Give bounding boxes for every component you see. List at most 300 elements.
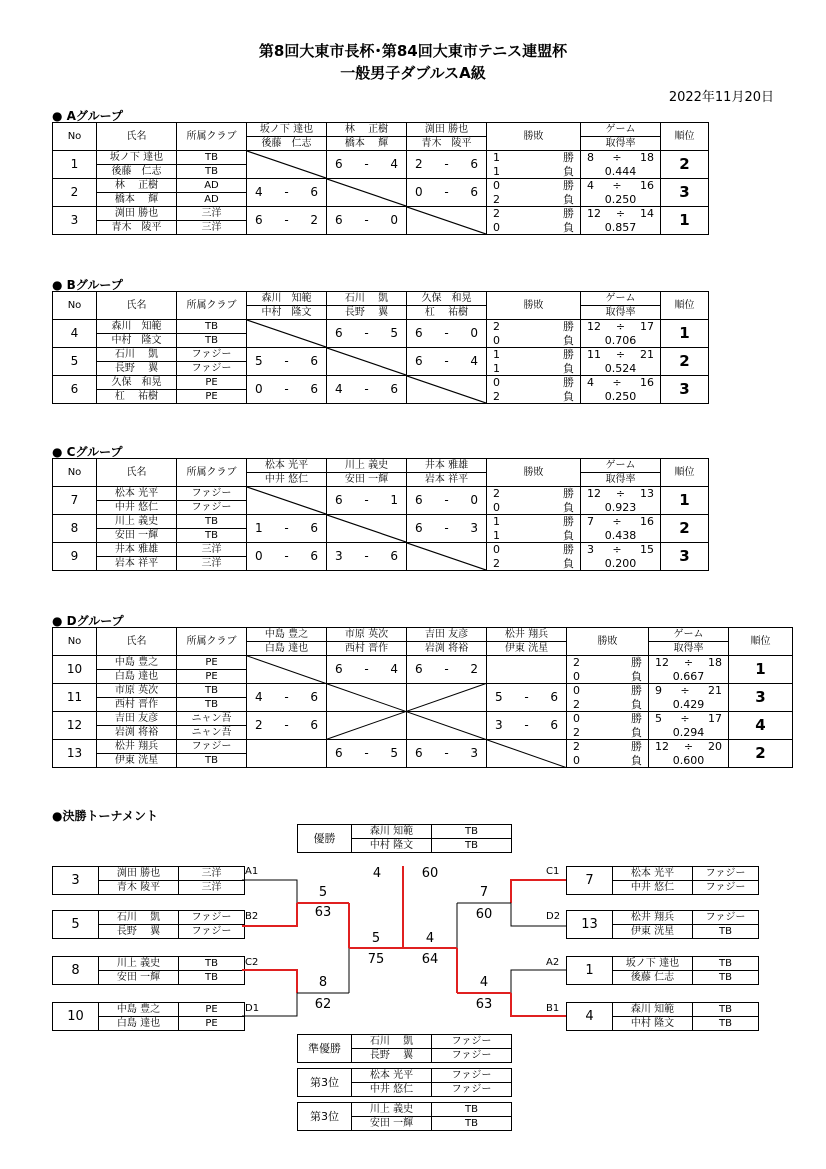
lose-label: 負 [631,725,642,739]
player-name: 石川 凱 [99,911,179,925]
lose-label: 負 [563,556,574,570]
player-club: TB [693,1017,759,1031]
games-total: 20 [708,740,722,754]
game-rate: 0.294 [649,726,729,740]
player-club: TB [177,515,247,529]
wins: 0 [573,712,580,726]
game-rate: 0.923 [581,501,661,515]
header-opponent: 森川 知範 [247,292,327,306]
win-label: 勝 [563,487,574,501]
wins: 0 [573,684,580,698]
lose-label: 負 [563,220,574,234]
player-club: TB [177,165,247,179]
win-label: 勝 [563,376,574,390]
header-name: 氏名 [97,628,177,656]
header-opponent: 久保 和晃 [407,292,487,306]
score-against: 6 [390,382,398,396]
games-won: 12 [587,487,601,501]
games-won: 5 [655,712,662,726]
player-name: 杠 祐樹 [97,390,177,404]
header-opponent: 松本 光平 [247,459,327,473]
score-against: 0 [390,213,398,227]
score-dash: - [364,549,369,563]
player-name: 白島 達也 [97,670,177,684]
header-opponent: 松井 翔兵 [487,628,567,642]
seed-no: 4 [567,1003,613,1031]
player-club: ファジー [432,1035,512,1049]
div-sign: ÷ [683,740,694,754]
player-name: 中井 悠仁 [613,881,693,895]
team-no: 6 [53,376,97,404]
game-rate: 0.444 [581,165,661,179]
score-against: 6 [390,549,398,563]
score-against: 1 [390,493,398,507]
header-game: ゲーム [581,292,661,306]
win-label: 勝 [631,656,642,670]
player-club: 三洋 [179,881,245,895]
match-score: 63 [475,997,493,1012]
games-total: 15 [640,543,654,557]
score-for: 6 [335,493,343,507]
div-sign: ÷ [612,151,622,165]
score-against: 6 [310,690,318,704]
header-rate: 取得率 [581,137,661,151]
games-won: 9 [655,684,662,698]
score-against: 5 [390,746,398,760]
win-label: 勝 [631,740,642,754]
result-label: 第3位 [298,1069,352,1097]
player-name: 松本 光平 [97,487,177,501]
player-name: 中島 豊之 [99,1003,179,1017]
player-club: TB [177,698,247,712]
games-total: 21 [640,348,654,362]
player-club: AD [177,179,247,193]
header-opponent: 井本 雅雄 [407,459,487,473]
player-name: 中井 悠仁 [352,1083,432,1097]
wins: 1 [493,348,500,362]
score-for: 6 [335,157,343,171]
draw-position-label: B1 [546,1003,560,1014]
team-rank: 1 [661,487,709,515]
header-opponent: 西村 晋作 [327,642,407,656]
games-total: 21 [708,684,722,698]
score-against: 6 [550,718,558,732]
player-club: PE [177,656,247,670]
wins: 1 [493,151,500,165]
player-club: TB [177,529,247,543]
draw-position-label: A2 [546,957,560,968]
player-club: TB [693,971,759,985]
header-opponent: 市原 英次 [327,628,407,642]
header-name: 氏名 [97,292,177,320]
header-opponent: 渕田 勝也 [407,123,487,137]
player-name: 橋本 輝 [97,193,177,207]
lose-label: 負 [631,669,642,683]
player-club: ファジー [179,925,245,939]
lose-label: 負 [563,192,574,206]
seed-no: 3 [53,867,99,895]
seed-no: 8 [53,957,99,985]
team-rank: 4 [729,712,793,740]
score-against: 6 [470,157,478,171]
draw-position-label: C2 [245,957,259,968]
header-rank: 順位 [661,459,709,487]
player-club: ファジー [179,911,245,925]
header-opponent: 中島 豊之 [247,628,327,642]
page-subtitle: 一般男子ダブルスA級 [340,64,486,82]
player-name: 森川 知範 [97,320,177,334]
player-club: TB [693,957,759,971]
wins: 2 [573,656,580,670]
lose-label: 負 [563,528,574,542]
team-no: 5 [53,348,97,376]
score-against: 6 [310,354,318,368]
header-rate: 取得率 [581,306,661,320]
header-club: 所属クラブ [177,628,247,656]
score-for: 6 [415,662,423,676]
win-label: 勝 [563,151,574,165]
game-rate: 0.600 [649,754,729,768]
player-name: 森川 知範 [352,825,432,839]
win-label: 勝 [563,179,574,193]
player-name: 長野 翼 [97,362,177,376]
player-name: 西村 晋作 [97,698,177,712]
seed-no: 7 [567,867,613,895]
header-opponent: 長野 翼 [327,306,407,320]
lose-label: 負 [563,164,574,178]
header-opponent: 杠 祐樹 [407,306,487,320]
group-title: ● Aグループ [52,109,123,123]
player-name: 安田 一輝 [352,1117,432,1131]
score-dash: - [364,662,369,676]
score-dash: - [284,690,289,704]
match-score: 60 [421,866,439,881]
div-sign: ÷ [612,543,622,557]
header-game: ゲーム [581,459,661,473]
header-opponent: 安田 一輝 [327,473,407,487]
tournament-title: ●決勝トーナメント [52,809,158,823]
draw-position-label: C1 [546,866,560,877]
player-name: 松井 翔兵 [97,740,177,754]
group-title: ● Bグループ [52,278,123,292]
header-name: 氏名 [97,123,177,151]
team-no: 7 [53,487,97,515]
score-for: 0 [255,549,263,563]
match-score: 63 [314,905,332,920]
player-club: PE [177,376,247,390]
team-rank: 2 [729,740,793,768]
player-club: TB [177,684,247,698]
player-name: 松本 光平 [613,867,693,881]
team-no: 4 [53,320,97,348]
header-opponent: 坂ノ下 達也 [247,123,327,137]
header-opponent: 岩渕 将裕 [407,642,487,656]
header-game: ゲーム [581,123,661,137]
win-label: 勝 [563,207,574,221]
player-name: 川上 義史 [352,1103,432,1117]
player-name: 林 正樹 [97,179,177,193]
score-dash: - [364,493,369,507]
header-wl: 勝敗 [487,292,581,320]
game-rate: 0.524 [581,362,661,376]
page-title: 第8回大東市長杯･第84回大東市テニス連盟杯 [258,42,568,60]
game-rate: 0.429 [649,698,729,712]
player-club: 三洋 [177,543,247,557]
player-name: 岩渕 将裕 [97,726,177,740]
games-total: 17 [708,712,722,726]
player-name: 中井 悠仁 [97,501,177,515]
match-score: 8 [318,975,328,990]
draw-position-label: A1 [245,866,259,877]
player-club: TB [177,151,247,165]
wins: 2 [493,487,500,501]
player-name: 長野 翼 [99,925,179,939]
match-score: 75 [367,952,385,967]
header-opponent: 橋本 輝 [327,137,407,151]
game-rate: 0.857 [581,221,661,235]
losses: 2 [573,725,580,739]
game-rate: 0.438 [581,529,661,543]
games-won: 12 [655,656,669,670]
score-against: 4 [390,157,398,171]
player-name: 岩本 祥平 [97,557,177,571]
player-club: ファジー [693,867,759,881]
score-against: 5 [390,326,398,340]
team-rank: 3 [661,179,709,207]
win-label: 勝 [563,515,574,529]
player-club: ファジー [177,487,247,501]
score-against: 3 [470,521,478,535]
seed-no: 5 [53,911,99,939]
score-for: 4 [255,185,263,199]
score-for: 0 [415,185,423,199]
lose-label: 負 [563,333,574,347]
player-club: 三洋 [177,557,247,571]
event-date: 2022年11月20日 [668,90,774,105]
header-rate: 取得率 [581,473,661,487]
player-name: 坂ノ下 達也 [97,151,177,165]
player-club: ニャン吾 [177,726,247,740]
player-name: 安田 一輝 [99,971,179,985]
player-club: TB [693,1003,759,1017]
score-for: 6 [415,326,423,340]
player-club: TB [432,825,512,839]
player-club: ファジー [432,1049,512,1063]
player-club: TB [179,957,245,971]
score-against: 6 [470,185,478,199]
games-total: 14 [640,207,654,221]
team-no: 10 [53,656,97,684]
score-dash: - [524,690,529,704]
player-name: 後藤 仁志 [97,165,177,179]
score-dash: - [364,157,369,171]
losses: 1 [493,164,500,178]
draw-position-label: D1 [245,1003,260,1014]
group-title: ● Dグループ [52,614,124,628]
header-club: 所属クラブ [177,292,247,320]
losses: 1 [493,361,500,375]
result-label: 優勝 [298,825,352,853]
games-total: 17 [640,320,654,334]
draw-position-label: B2 [245,911,259,922]
player-club: 三洋 [177,207,247,221]
player-name: 青木 陵平 [97,221,177,235]
score-for: 6 [415,746,423,760]
score-dash: - [444,493,449,507]
player-name: 中村 隆文 [97,334,177,348]
player-club: ファジー [177,362,247,376]
header-opponent: 林 正樹 [327,123,407,137]
score-against: 0 [470,493,478,507]
score-for: 4 [255,690,263,704]
player-club: TB [179,971,245,985]
player-name: 吉田 友彦 [97,712,177,726]
player-club: TB [432,839,512,853]
team-no: 12 [53,712,97,740]
header-opponent: 後藤 仁志 [247,137,327,151]
diagonal-line [246,656,326,684]
div-sign: ÷ [683,656,694,670]
player-name: 井本 雅雄 [97,543,177,557]
lose-label: 負 [631,753,642,767]
score-for: 2 [255,718,263,732]
games-total: 13 [640,487,654,501]
player-name: 安田 一輝 [97,529,177,543]
seed-no: 13 [567,911,613,939]
header-rank: 順位 [729,628,793,656]
score-dash: - [284,549,289,563]
header-wl: 勝敗 [567,628,649,656]
match-score: 4 [479,975,489,990]
group-title: ● Cグループ [52,445,123,459]
score-for: 6 [415,521,423,535]
match-score: 64 [421,952,439,967]
div-sign: ÷ [615,207,626,221]
score-dash: - [364,746,369,760]
score-for: 3 [495,718,503,732]
score-against: 2 [310,213,318,227]
score-for: 6 [415,354,423,368]
score-against: 4 [470,354,478,368]
seed-no: 1 [567,957,613,985]
player-name: 松井 翔兵 [613,911,693,925]
score-against: 6 [310,549,318,563]
losses: 0 [493,220,500,234]
player-club: ファジー [693,881,759,895]
header-opponent: 石川 凱 [327,292,407,306]
losses: 2 [573,697,580,711]
score-dash: - [284,718,289,732]
match-score: 4 [425,931,435,946]
match-score: 5 [318,885,328,900]
header-wl: 勝敗 [487,459,581,487]
team-no: 3 [53,207,97,235]
header-opponent: 中井 悠仁 [247,473,327,487]
lose-label: 負 [563,389,574,403]
games-won: 12 [587,320,601,334]
player-name: 白島 達也 [99,1017,179,1031]
diagonal-line [486,740,566,768]
game-rate: 0.250 [581,390,661,404]
score-against: 6 [310,521,318,535]
team-rank: 1 [661,320,709,348]
score-dash: - [364,213,369,227]
games-total: 18 [708,656,722,670]
header-no: No [53,459,97,487]
losses: 0 [493,500,500,514]
team-no: 8 [53,515,97,543]
player-name: 青木 陵平 [99,881,179,895]
win-label: 勝 [563,348,574,362]
score-for: 6 [255,213,263,227]
player-club: TB [432,1117,512,1131]
games-total: 16 [640,376,654,390]
score-dash: - [444,521,449,535]
div-sign: ÷ [612,179,622,193]
losses: 2 [493,556,500,570]
score-against: 6 [310,185,318,199]
team-no: 9 [53,543,97,571]
div-sign: ÷ [615,487,626,501]
player-club: ファジー [177,348,247,362]
wins: 1 [493,515,500,529]
div-sign: ÷ [680,712,690,726]
losses: 1 [493,528,500,542]
score-for: 5 [255,354,263,368]
result-label: 準優勝 [298,1035,352,1063]
player-name: 坂ノ下 達也 [613,957,693,971]
losses: 0 [573,753,580,767]
games-won: 4 [587,376,594,390]
header-opponent: 伊東 洸星 [487,642,567,656]
team-rank: 2 [661,515,709,543]
player-club: PE [179,1003,245,1017]
games-won: 3 [587,543,594,557]
player-club: PE [177,390,247,404]
score-dash: - [444,354,449,368]
score-dash: - [284,185,289,199]
team-no: 11 [53,684,97,712]
player-name: 伊東 洸星 [613,925,693,939]
header-club: 所属クラブ [177,123,247,151]
score-dash: - [284,213,289,227]
player-name: 川上 義史 [99,957,179,971]
score-against: 0 [470,326,478,340]
player-name: 中村 隆文 [352,839,432,853]
header-opponent: 吉田 友彦 [407,628,487,642]
games-won: 12 [655,740,669,754]
div-sign: ÷ [615,348,626,362]
lose-label: 負 [563,361,574,375]
score-dash: - [444,662,449,676]
games-total: 18 [640,151,654,165]
score-for: 6 [335,746,343,760]
game-rate: 0.250 [581,193,661,207]
team-no: 1 [53,151,97,179]
score-dash: - [364,382,369,396]
player-name: 石川 凱 [97,348,177,362]
score-for: 2 [415,157,423,171]
score-dash: - [444,157,449,171]
games-won: 7 [587,515,594,529]
score-against: 6 [310,718,318,732]
match-score: 5 [371,931,381,946]
score-for: 3 [335,549,343,563]
player-name: 渕田 勝也 [97,207,177,221]
score-for: 6 [335,213,343,227]
header-opponent: 白島 達也 [247,642,327,656]
player-club: PE [179,1017,245,1031]
